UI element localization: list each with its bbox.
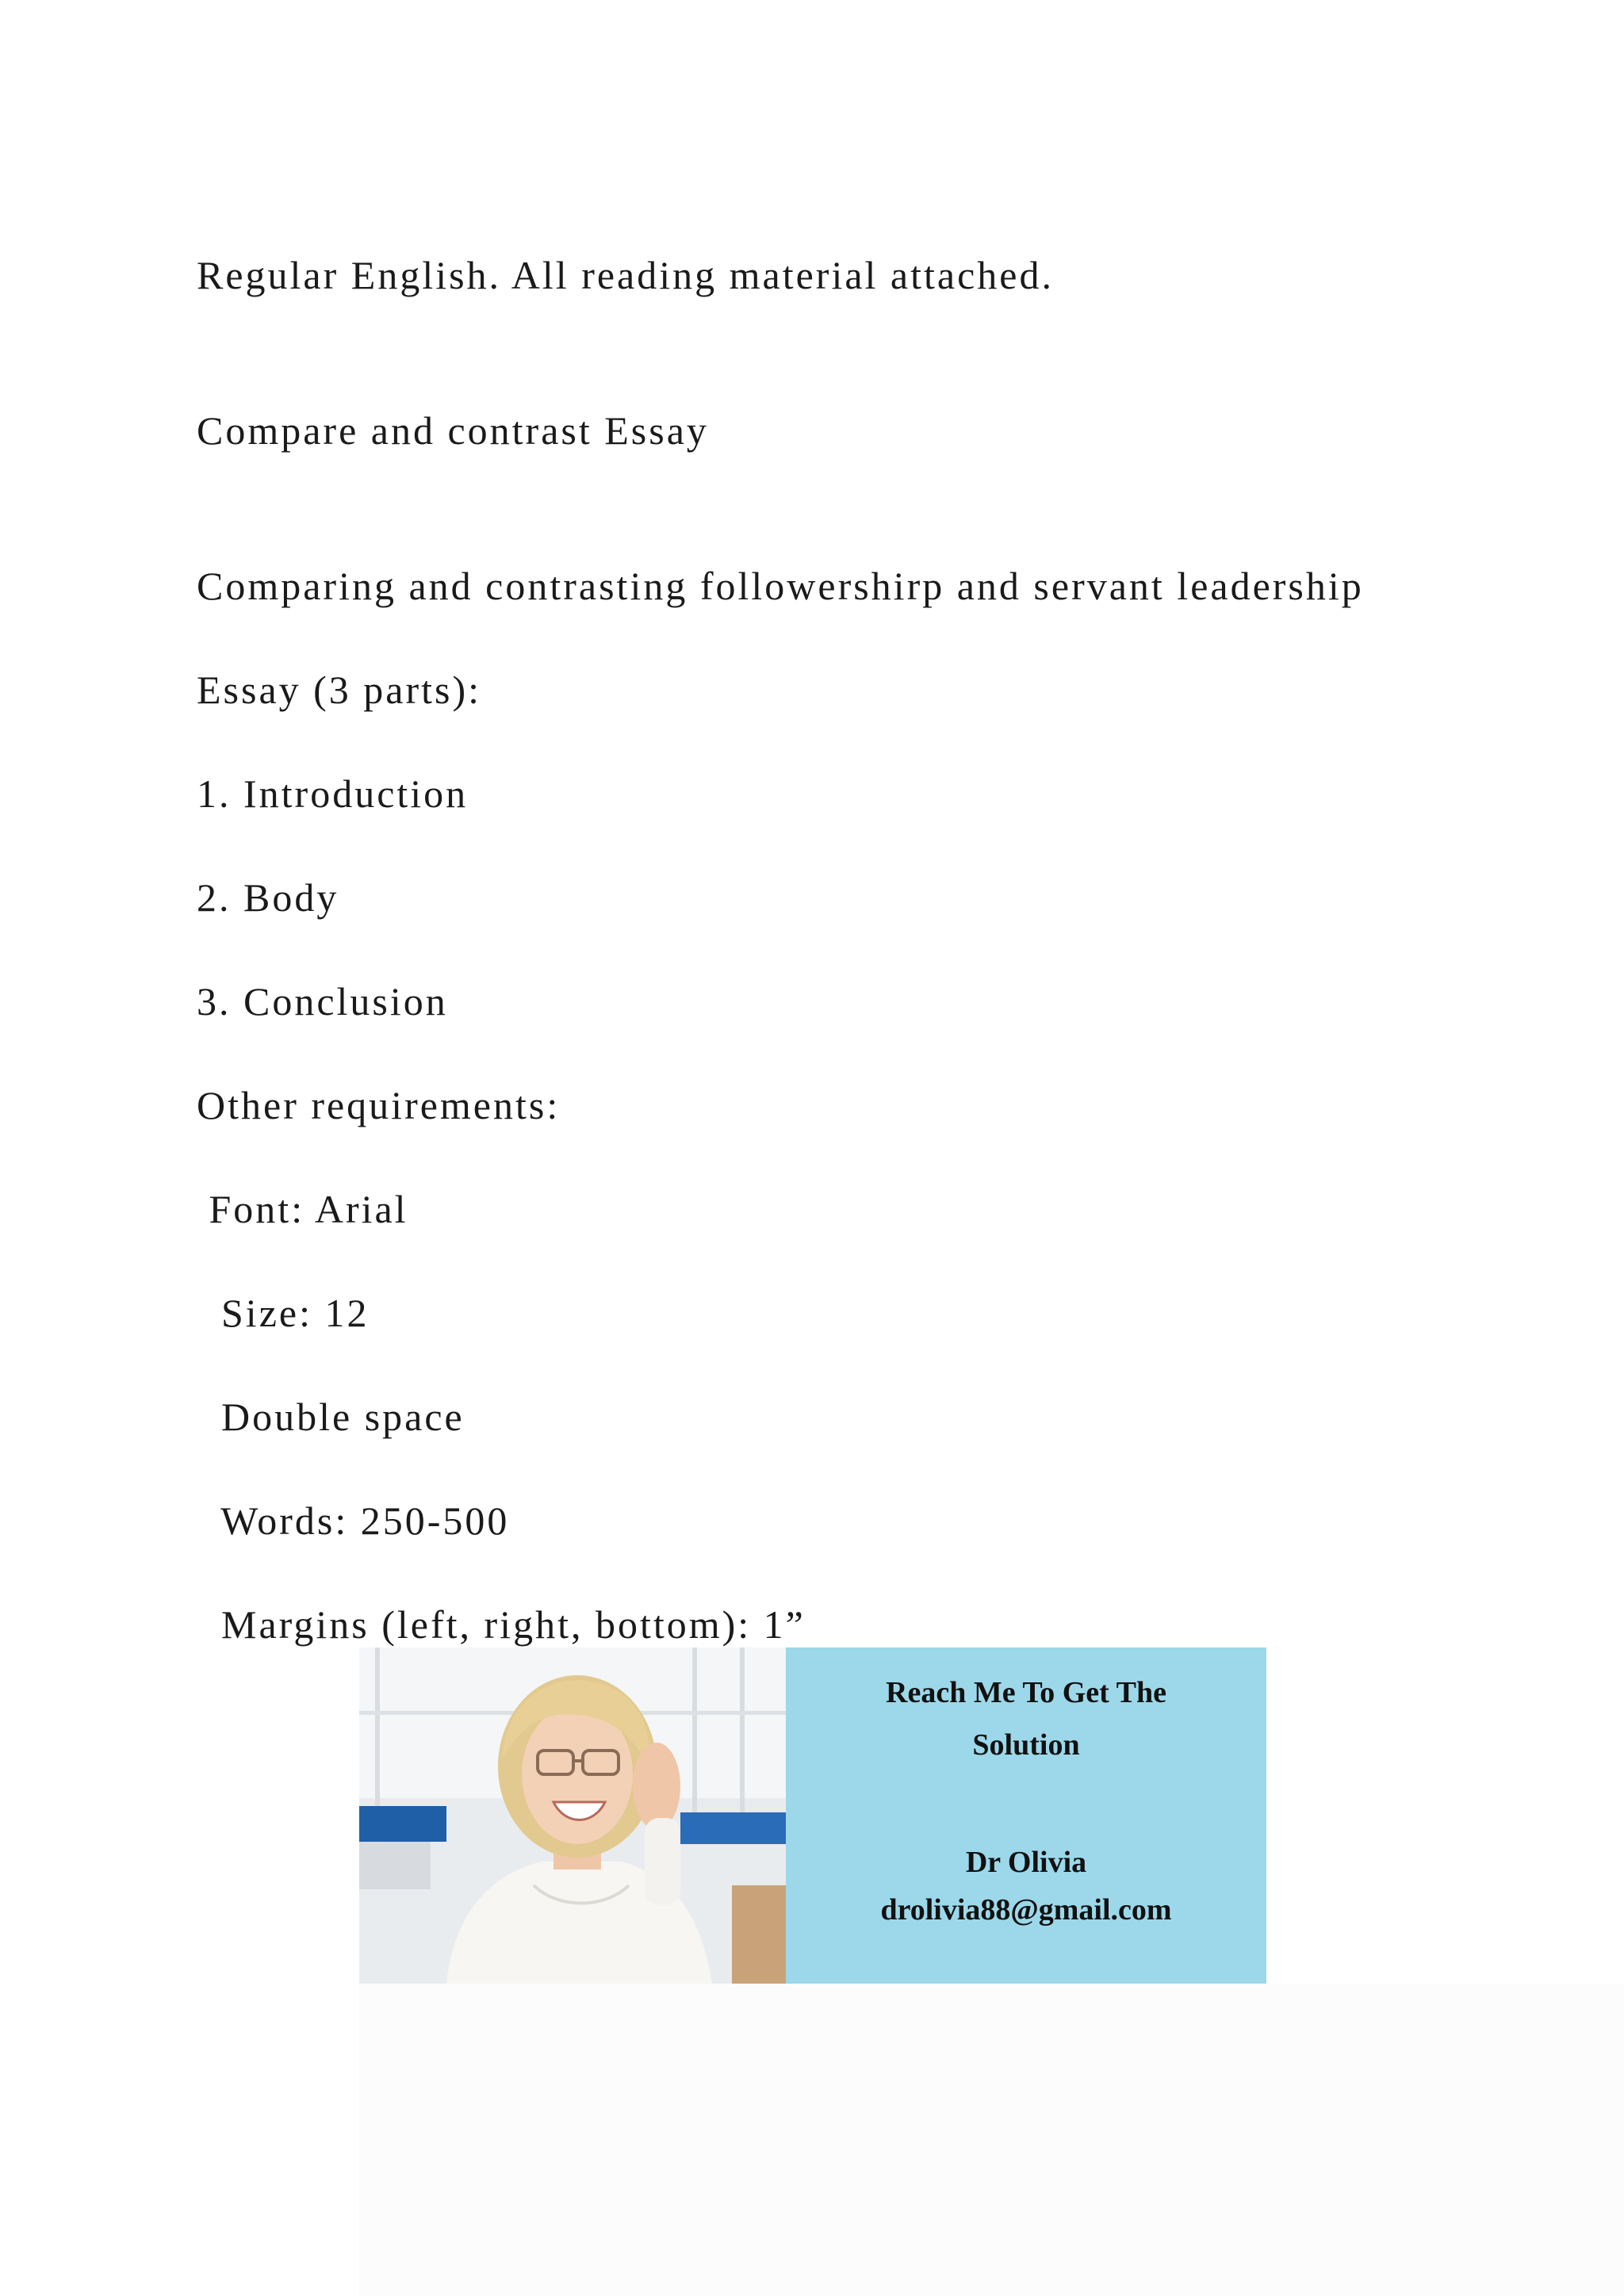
contact-banner — [359, 1647, 1266, 1984]
essay-type-line: Compare and contrast Essay — [197, 408, 709, 453]
requirement-spacing: Double space — [197, 1395, 465, 1439]
contact-heading-line1: Reach Me To Get The — [886, 1676, 1166, 1709]
part-introduction: 1. Introduction — [197, 771, 469, 816]
requirement-margins: Margins (left, right, bottom): 1” — [197, 1602, 806, 1647]
contact-name: Dr Olivia — [965, 1846, 1087, 1879]
intro-line: Regular English. All reading material attached. — [197, 253, 1054, 297]
smiling-woman-photo — [359, 1647, 786, 1984]
essay-topic-line: Comparing and contrasting followershirp and servant leadership — [197, 564, 1364, 608]
requirements-heading: Other requirements: — [197, 1083, 561, 1127]
requirement-words: Words: 250-500 — [197, 1498, 510, 1543]
blank-lower-area — [359, 1984, 1624, 2296]
contact-heading-line2: Solution — [972, 1728, 1080, 1762]
essay-parts-heading: Essay (3 parts): — [197, 668, 482, 712]
requirement-size: Size: 12 — [197, 1291, 370, 1335]
requirement-font: Font: Arial — [197, 1187, 408, 1231]
part-body: 2. Body — [197, 875, 339, 920]
part-conclusion: 3. Conclusion — [197, 979, 448, 1024]
contact-email: drolivia88@gmail.com — [880, 1893, 1172, 1927]
contact-info-box — [786, 1647, 1266, 1984]
